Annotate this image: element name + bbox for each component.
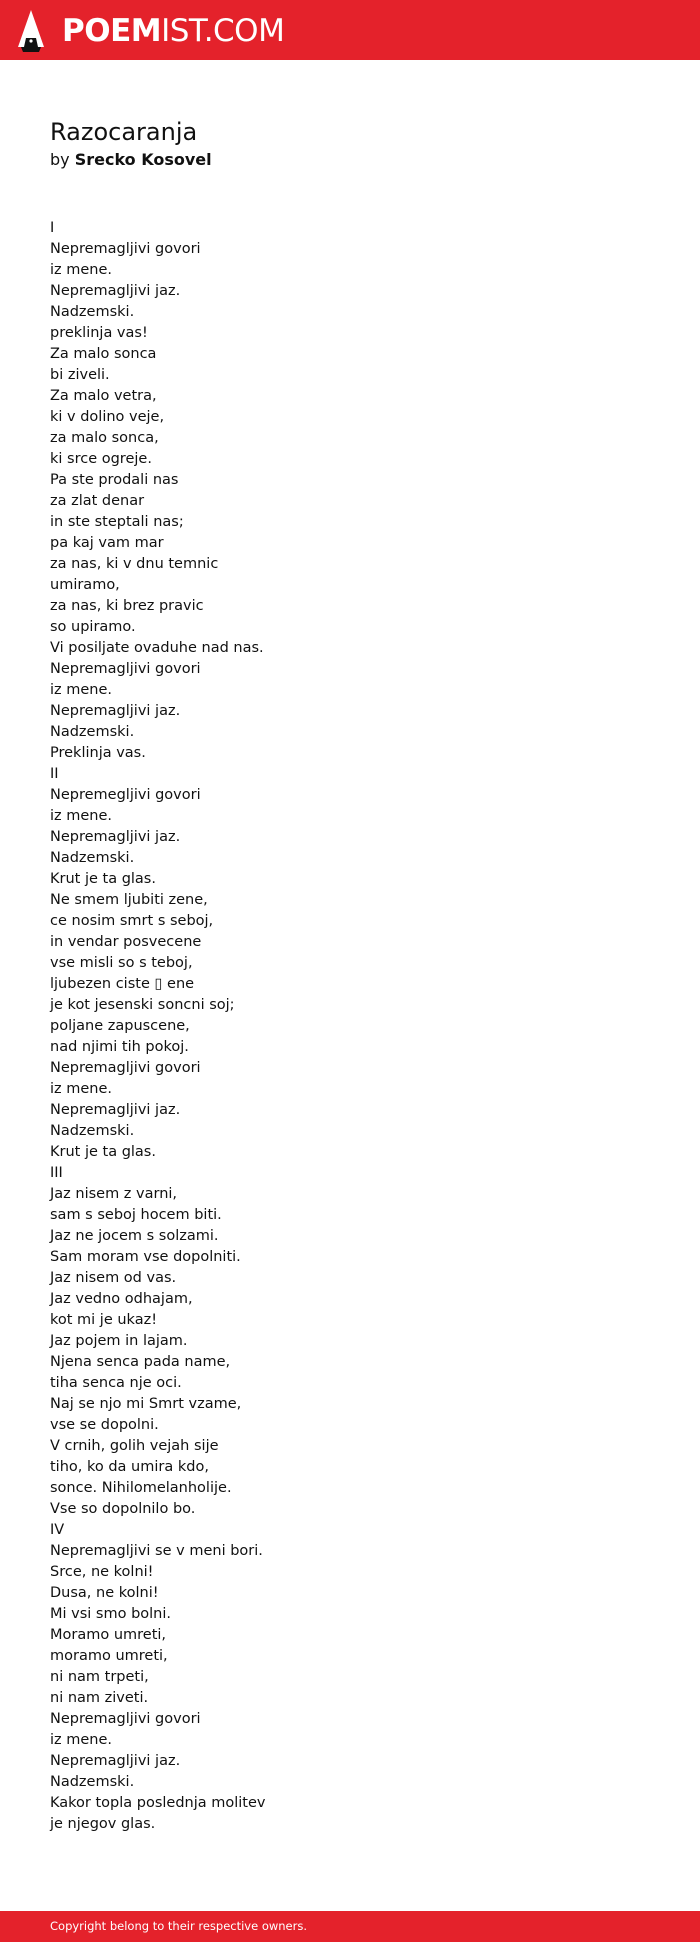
poem-line: Nepremagljivi jaz. bbox=[50, 703, 181, 719]
poem-line: umiramo, bbox=[50, 577, 120, 593]
poem-line: Nepremagljivi jaz. bbox=[50, 1102, 181, 1118]
poem-line: Njena senca pada name, bbox=[50, 1354, 231, 1370]
site-logo-link[interactable] bbox=[18, 10, 284, 52]
poem-line: nad njimi tih pokoj. bbox=[50, 1039, 189, 1055]
poem-line: Jaz nisem z varni, bbox=[50, 1186, 178, 1202]
poem-line: ce nosim smrt s seboj, bbox=[50, 913, 214, 929]
poem-line: ki v dolino veje, bbox=[50, 409, 165, 425]
poem-line: za nas, ki v dnu temnic bbox=[50, 556, 219, 572]
poem-line: Nepremagljivi jaz. bbox=[50, 1753, 181, 1769]
poem-byline bbox=[50, 149, 650, 171]
poem-line: in vendar posvecene bbox=[50, 934, 202, 950]
poem-line: ljubezen ciste ▯ ene bbox=[50, 976, 195, 992]
copyright-text: Copyright belong to their respective owners. bbox=[50, 1919, 308, 1933]
poem-line: iz mene. bbox=[50, 808, 113, 824]
poem-line: vse misli so s teboj, bbox=[50, 955, 193, 971]
poem-line: Krut je ta glas. bbox=[50, 871, 156, 887]
poem-line: poljane zapuscene, bbox=[50, 1018, 190, 1034]
poem-line: tiho, ko da umira kdo, bbox=[50, 1459, 209, 1475]
poem-line: bi ziveli. bbox=[50, 367, 110, 383]
poem-line: ki srce ogreje. bbox=[50, 451, 152, 467]
poem-author: Srecko Kosovel bbox=[74, 150, 212, 169]
poem-line: in ste steptali nas; bbox=[50, 514, 184, 530]
poem-line: Nepremagljivi govori bbox=[50, 1060, 201, 1076]
poem-line: III bbox=[50, 1165, 63, 1181]
poem-line: Mi vsi smo bolni. bbox=[50, 1606, 172, 1622]
poem-line: Kakor topla poslednja molitev bbox=[50, 1795, 266, 1811]
poem-line: Jaz nisem od vas. bbox=[50, 1270, 177, 1286]
poem-line: Nepremagljivi govori bbox=[50, 241, 201, 257]
pen-nib-icon bbox=[18, 10, 44, 52]
site-logo-text bbox=[62, 10, 284, 52]
byline-prefix: by bbox=[50, 150, 70, 169]
poem-line: iz mene. bbox=[50, 262, 113, 278]
poem-line: Dusa, ne kolni! bbox=[50, 1585, 159, 1601]
poem-line: Naj se njo mi Smrt vzame, bbox=[50, 1396, 242, 1412]
poem-line: iz mene. bbox=[50, 1732, 113, 1748]
poem-line: Krut je ta glas. bbox=[50, 1144, 156, 1160]
poem-line: Vse so dopolnilo bo. bbox=[50, 1501, 196, 1517]
poem-line: so upiramo. bbox=[50, 619, 136, 635]
poem-line: IV bbox=[50, 1522, 65, 1538]
poem-line: Nepremagljivi se v meni bori. bbox=[50, 1543, 263, 1559]
poem-line: Nepremagljivi govori bbox=[50, 661, 201, 677]
site-header bbox=[0, 0, 700, 60]
poem-line: Nadzemski. bbox=[50, 724, 135, 740]
poem-line: sam s seboj hocem biti. bbox=[50, 1207, 222, 1223]
poem-line: Vi posiljate ovaduhe nad nas. bbox=[50, 640, 264, 656]
poem-line: II bbox=[50, 766, 59, 782]
poem-line: Jaz pojem in lajam. bbox=[50, 1333, 188, 1349]
poem-line: Nadzemski. bbox=[50, 1123, 135, 1139]
poem-line: Jaz ne jocem s solzami. bbox=[50, 1228, 219, 1244]
poem-title: Razocaranja bbox=[50, 118, 198, 146]
poem-line: Jaz vedno odhajam, bbox=[50, 1291, 193, 1307]
poem-line: za zlat denar bbox=[50, 493, 145, 509]
site-footer bbox=[0, 1911, 700, 1942]
poem-container bbox=[50, 116, 650, 1832]
poem-line: Ne smem ljubiti zene, bbox=[50, 892, 208, 908]
poem-line: Za malo vetra, bbox=[50, 388, 157, 404]
logo-text-light: IST.COM bbox=[161, 13, 285, 49]
poem-line: I bbox=[50, 220, 55, 236]
poem-line: za malo sonca, bbox=[50, 430, 159, 446]
poem-line: pa kaj vam mar bbox=[50, 535, 164, 551]
poem-body bbox=[50, 218, 650, 1835]
poem-line: Nadzemski. bbox=[50, 850, 135, 866]
poem-line: Nepremagljivi jaz. bbox=[50, 283, 181, 299]
poem-line: za nas, ki brez pravic bbox=[50, 598, 204, 614]
poem-line: je kot jesenski soncni soj; bbox=[50, 997, 235, 1013]
poem-line: ni nam ziveti. bbox=[50, 1690, 149, 1706]
poem-line: sonce. Nihilomelanholije. bbox=[50, 1480, 232, 1496]
poem-line: V crnih, golih vejah sije bbox=[50, 1438, 219, 1454]
poem-line: Nadzemski. bbox=[50, 1774, 135, 1790]
poem-line: Nepremagljivi govori bbox=[50, 1711, 201, 1727]
poem-line: Srce, ne kolni! bbox=[50, 1564, 154, 1580]
poem-line: iz mene. bbox=[50, 682, 113, 698]
poem-line: Preklinja vas. bbox=[50, 745, 146, 761]
poem-line: moramo umreti, bbox=[50, 1648, 168, 1664]
poem-line: Nepremagljivi jaz. bbox=[50, 829, 181, 845]
poem-line: Nadzemski. bbox=[50, 304, 135, 320]
logo-text-bold: POEM bbox=[62, 13, 162, 49]
poem-line: tiha senca nje oci. bbox=[50, 1375, 182, 1391]
poem-line: kot mi je ukaz! bbox=[50, 1312, 158, 1328]
poem-line: je njegov glas. bbox=[50, 1816, 156, 1832]
poem-line: iz mene. bbox=[50, 1081, 113, 1097]
poem-line: Pa ste prodali nas bbox=[50, 472, 179, 488]
poem-line: vse se dopolni. bbox=[50, 1417, 159, 1433]
poem-line: Nepremegljivi govori bbox=[50, 787, 201, 803]
poem-line: Moramo umreti, bbox=[50, 1627, 167, 1643]
poem-line: ni nam trpeti, bbox=[50, 1669, 149, 1685]
poem-line: Za malo sonca bbox=[50, 346, 157, 362]
poem-line: Sam moram vse dopolniti. bbox=[50, 1249, 241, 1265]
poem-line: preklinja vas! bbox=[50, 325, 148, 341]
